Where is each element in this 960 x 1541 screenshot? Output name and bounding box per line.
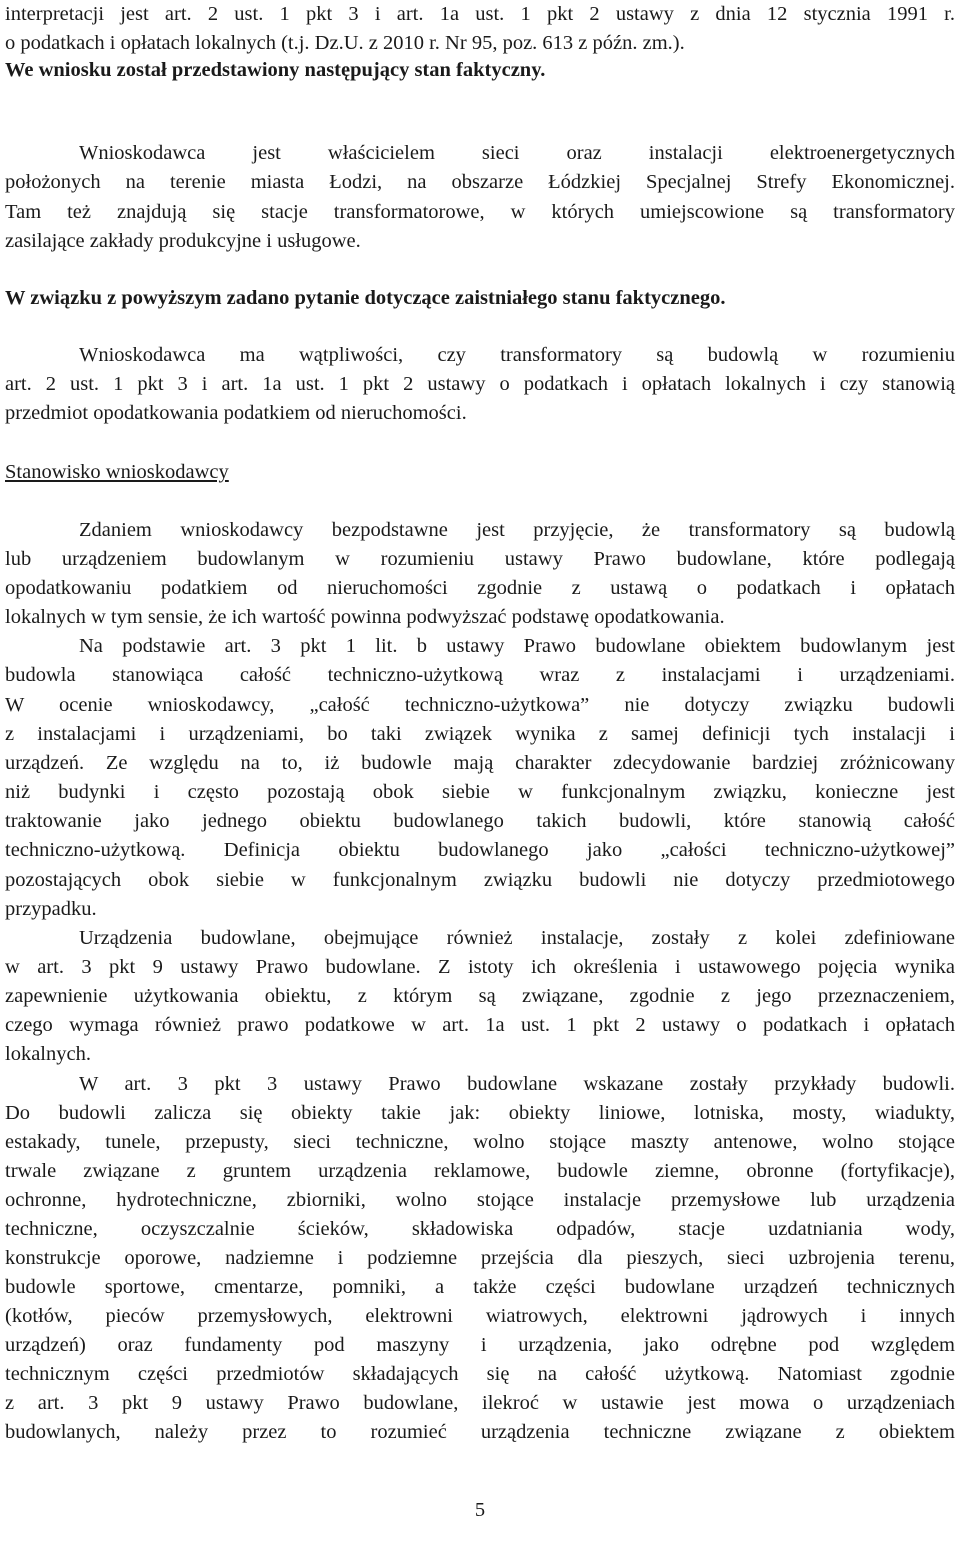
text-line: konstrukcje oporowe, nadziemne i podziemne przejścia dla pieszych, sieci uzbrojenia terenu, — [5, 1247, 955, 1269]
text-line: estakady, tunele, przepusty, sieci techniczne, wolno stojące maszty antenowe, wolno stojące — [5, 1131, 955, 1153]
text-line: art. 2 ust. 1 pkt 3 i art. 1a ust. 1 pkt 2 ustawy o podatkach i opłatach lokalnych i czy stanowią — [5, 373, 955, 395]
text-line: Urządzenia budowlane, obejmujące również instalacje, zostały z kolei zdefiniowane — [79, 927, 955, 949]
text-line: zapewnienie użytkowania obiektu, z którym są związane, zgodnie z jego przeznaczeniem, — [5, 985, 955, 1007]
text-line: z instalacjami i urządzeniami, bo taki związek wynika z samej definicji tych instalacji i — [5, 723, 955, 745]
text-line: Na podstawie art. 3 pkt 1 lit. b ustawy Prawo budowlane obiektem budowlanym jest — [79, 635, 955, 657]
text-line: pozostających obok siebie w funkcjonalnym związku budowli nie dotyczy przedmiotowego — [5, 869, 955, 891]
text-line: techniczne, oczyszczalnie ścieków, składowiska odpadów, stacje uzdatniania wody, — [5, 1218, 955, 1240]
text-line: W ocenie wnioskodawcy, „całość techniczno-użytkowa” nie dotyczy związku budowli — [5, 694, 955, 716]
text-line: zasilające zakłady produkcyjne i usługowe. — [5, 230, 361, 252]
text-line: trwale związane z gruntem urządzenia reklamowe, budowle ziemne, obronne (fortyfikacje), — [5, 1160, 955, 1182]
text-line: W art. 3 pkt 3 ustawy Prawo budowlane wskazane zostały przykłady budowli. — [79, 1073, 955, 1095]
text-line: Stanowisko wnioskodawcy — [5, 461, 229, 483]
text-line: (kotłów, pieców przemysłowych, elektrowni wiatrowych, elektrowni jądrowych i innych — [5, 1305, 955, 1327]
text-line: przypadku. — [5, 898, 97, 920]
text-line: Wnioskodawca jest właścicielem sieci oraz instalacji elektroenergetycznych — [79, 142, 955, 164]
text-line: urządzeń) oraz fundamenty pod maszyny i urządzenia, jako odrębne pod względem — [5, 1334, 955, 1356]
text-line: o podatkach i opłatach lokalnych (t.j. Dz.U. z 2010 r. Nr 95, poz. 613 z późn. zm.). — [5, 32, 685, 54]
text-line: budowle sportowe, cmentarze, pomniki, a także części budowlane urządzeń technicznych — [5, 1276, 955, 1298]
text-line: w art. 3 pkt 9 ustawy Prawo budowlane. Z istoty ich określenia i ustawowego pojęcia wynika — [5, 956, 955, 978]
text-line: lokalnych. — [5, 1043, 91, 1065]
text-line: W związku z powyższym zadano pytanie dotyczące zaistniałego stanu faktycznego. — [5, 287, 726, 309]
text-line: czego wymaga również prawo podatkowe w art. 1a ust. 1 pkt 2 ustawy o podatkach i opłatach — [5, 1014, 955, 1036]
text-line: techniczno-użytkową. Definicja obiektu budowlanego jako „całości techniczno-użytkowej” — [5, 839, 955, 861]
text-line: budowlanych, należy przez to rozumieć urządzenia techniczne związane z obiektem — [5, 1421, 955, 1443]
text-line: lub urządzeniem budowlanym w rozumieniu ustawy Prawo budowlane, które podlegają — [5, 548, 955, 570]
text-line: z art. 3 pkt 9 ustawy Prawo budowlane, ilekroć w ustawie jest mowa o urządzeniach — [5, 1392, 955, 1414]
text-line: lokalnych w tym sensie, że ich wartość powinna podwyższać podstawę opodatkowania. — [5, 606, 725, 628]
text-line: traktowanie jako jednego obiektu budowlanego takich budowli, które stanowią całość — [5, 810, 955, 832]
text-line: opodatkowaniu podatkiem od nieruchomości zgodnie z ustawą o podatkach i opłatach — [5, 577, 955, 599]
text-line: We wniosku został przedstawiony następujący stan faktyczny. — [5, 59, 546, 81]
text-line: Tam też znajdują się stacje transformatorowe, w których umiejscowione są transformatory — [5, 201, 955, 223]
text-line: Wnioskodawca ma wątpliwości, czy transformatory są budowlą w rozumieniu — [79, 344, 955, 366]
text-line: Do budowli zalicza się obiekty takie jak: obiekty liniowe, lotniska, mosty, wiadukty, — [5, 1102, 955, 1124]
text-line: ochronne, hydrotechniczne, zbiorniki, wolno stojące instalacje przemysłowe lub urządzenia — [5, 1189, 955, 1211]
text-line: przedmiot opodatkowania podatkiem od nieruchomości. — [5, 402, 467, 424]
text-line: Zdaniem wnioskodawcy bezpodstawne jest przyjęcie, że transformatory są budowlą — [79, 519, 955, 541]
text-line: interpretacji jest art. 2 ust. 1 pkt 3 i art. 1a ust. 1 pkt 2 ustawy z dnia 12 stycznia 1991 r. — [5, 3, 955, 25]
text-line: technicznym części przedmiotów składających się na całość użytkową. Natomiast zgodnie — [5, 1363, 955, 1385]
page-number: 5 — [474, 1499, 486, 1521]
text-line: budowla stanowiąca całość techniczno-użytkową wraz z instalacjami i urządzeniami. — [5, 664, 955, 686]
text-line: urządzeń. Ze względu na to, iż budowle mają charakter zdecydowanie bardziej zróżnicowany — [5, 752, 955, 774]
text-line: niż budynki i często pozostają obok siebie w funkcjonalnym związku, konieczne jest — [5, 781, 955, 803]
text-line: położonych na terenie miasta Łodzi, na obszarze Łódzkiej Specjalnej Strefy Ekonomicznej. — [5, 171, 955, 193]
